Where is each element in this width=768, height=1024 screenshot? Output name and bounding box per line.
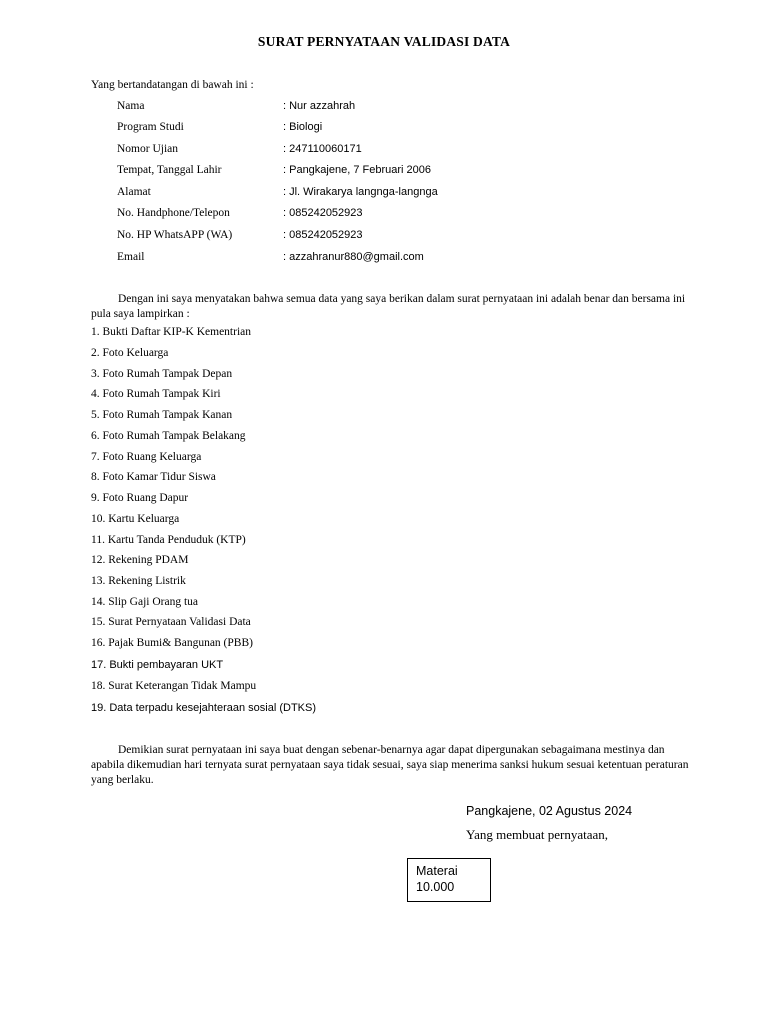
field-label: Program Studi bbox=[117, 121, 184, 133]
field-row-ttl bbox=[117, 164, 677, 180]
field-row-whatsapp bbox=[117, 229, 677, 245]
attachment-item: 15. Surat Pernyataan Validasi Data bbox=[91, 616, 251, 628]
signatory-label: Yang membuat pernyataan, bbox=[466, 827, 609, 842]
attachment-item: 1. Bukti Daftar KIP-K Kementrian bbox=[91, 326, 252, 338]
closing-paragraph: Demikian surat pernyataan ini saya buat dengan sebenar-benarnya agar dapat dipergunakan sebagaimana mestinya dan apabila dikemudian hari ternyata surat pernyataan saya tidak sesuai, saya siap menerima sanksi hukum sesuai ketentuan peraturan yang berlaku. bbox=[91, 744, 689, 786]
field-value: : Nur azzahrah bbox=[283, 100, 356, 112]
field-row-handphone bbox=[117, 207, 677, 223]
field-label: Nomor Ujian bbox=[117, 143, 179, 155]
field-label: Nama bbox=[117, 100, 145, 112]
attachment-item: 12. Rekening PDAM bbox=[91, 554, 189, 566]
attachment-item: 3. Foto Rumah Tampak Depan bbox=[91, 368, 233, 380]
attachment-item: 13. Rekening Listrik bbox=[91, 575, 186, 587]
field-value: : 247110060171 bbox=[283, 143, 362, 155]
field-row-program-studi bbox=[117, 121, 677, 137]
attachment-item: 14. Slip Gaji Orang tua bbox=[91, 596, 198, 608]
materai-line: Materai bbox=[416, 864, 458, 878]
attachment-item: 17. Bukti pembayaran UKT bbox=[91, 659, 224, 671]
materai-value: 10.000 bbox=[416, 880, 455, 894]
attachment-item: 6. Foto Rumah Tampak Belakang bbox=[91, 430, 246, 442]
document-title: SURAT PERNYATAAN VALIDASI DATA bbox=[257, 34, 511, 49]
attachment-item: 18. Surat Keterangan Tidak Mampu bbox=[91, 680, 257, 692]
materai-label bbox=[416, 863, 458, 895]
field-label: No. HP WhatsAPP (WA) bbox=[117, 229, 233, 241]
field-label: Tempat, Tanggal Lahir bbox=[117, 164, 222, 176]
place-date: Pangkajene, 02 Agustus 2024 bbox=[466, 804, 633, 818]
attachment-item: 5. Foto Rumah Tampak Kanan bbox=[91, 409, 233, 421]
field-label: Alamat bbox=[117, 186, 151, 198]
field-value: : 085242052923 bbox=[283, 207, 363, 219]
attachment-item: 10. Kartu Keluarga bbox=[91, 513, 180, 525]
attachment-item: 16. Pajak Bumi& Bangunan (PBB) bbox=[91, 637, 253, 649]
attachment-item: 2. Foto Keluarga bbox=[91, 347, 169, 359]
attachment-item: 19. Data terpadu kesejahteraan sosial (DTKS) bbox=[91, 702, 317, 714]
intro-text: Yang bertandatangan di bawah ini : bbox=[91, 79, 254, 91]
attachment-item: 11. Kartu Tanda Penduduk (KTP) bbox=[91, 534, 246, 546]
field-label: No. Handphone/Telepon bbox=[117, 207, 230, 219]
attachment-item: 4. Foto Rumah Tampak Kiri bbox=[91, 388, 221, 400]
field-row-alamat bbox=[117, 186, 677, 202]
field-row-nomor-ujian bbox=[117, 143, 677, 159]
field-value: : Jl. Wirakarya langnga-langnga bbox=[283, 186, 438, 198]
field-label: Email bbox=[117, 251, 145, 263]
field-value: : Pangkajene, 7 Februari 2006 bbox=[283, 164, 431, 176]
materai-box bbox=[407, 858, 491, 902]
attachment-item: 7. Foto Ruang Keluarga bbox=[91, 451, 202, 463]
attachment-item: 9. Foto Ruang Dapur bbox=[91, 492, 189, 504]
field-row-nama bbox=[117, 100, 677, 116]
field-value: : 085242052923 bbox=[283, 229, 363, 241]
attachment-item: 8. Foto Kamar Tidur Siswa bbox=[91, 471, 216, 483]
statement-paragraph: Dengan ini saya menyatakan bahwa semua data yang saya berikan dalam surat pernyataan ini adalah benar dan bersama ini pula saya lampirkan : bbox=[91, 293, 686, 320]
field-row-email bbox=[117, 251, 677, 267]
field-value: : azzahranur880@gmail.com bbox=[283, 251, 424, 263]
field-value: : Biologi bbox=[283, 121, 323, 133]
